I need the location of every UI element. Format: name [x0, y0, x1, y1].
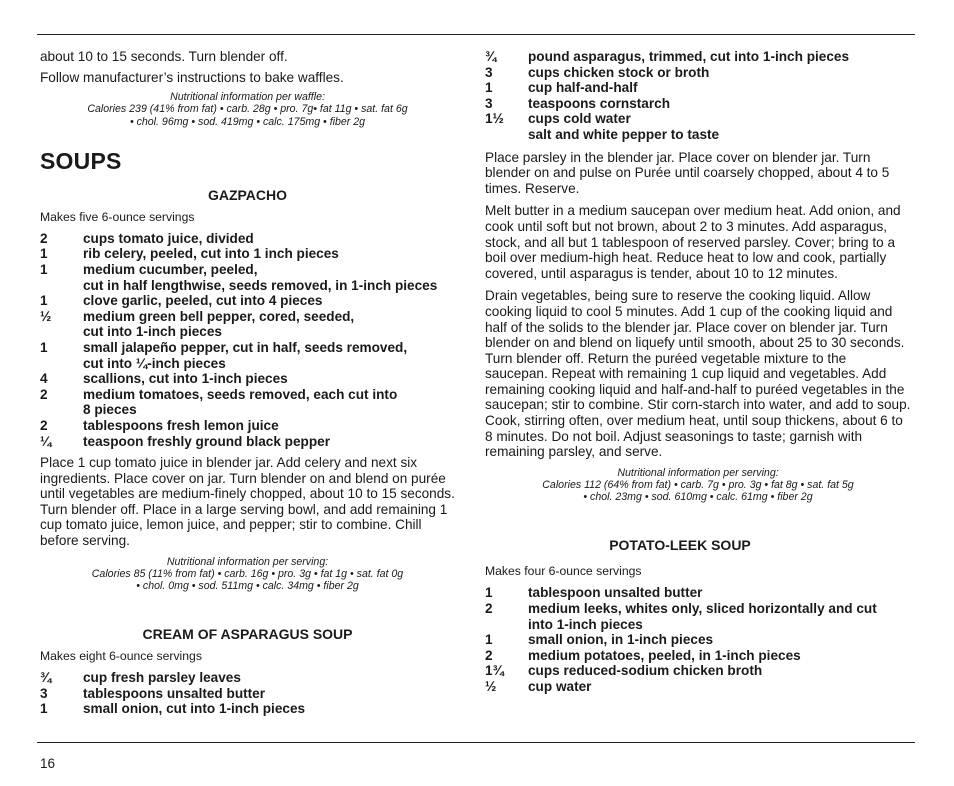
ingredient-text [83, 670, 455, 686]
recipe-directions: Place 1 cup tomato juice in blender jar. Add celery and next six ingredients. Place cover on jar. Turn blender on and blend on purée until vegetables are medium-finely chopped, about 10 to 15 seconds. Turn blender off. Place in a large serving bowl, and add remaining 1 cup tomato juice, lemon juice, and pepper; stir to combine. Chill before serving. [40, 455, 455, 549]
bottom-rule [37, 742, 915, 743]
ingredient-text [528, 679, 911, 695]
ingredient-item [485, 601, 911, 632]
ingredient-text-line: scallions, cut into 1-inch pieces [83, 371, 288, 387]
recipe-directions: Drain vegetables, being sure to reserve the cooking liquid. Allow cooking liquid to cool 5 minutes. Add 1 cup of the cooking liquid and half of the solids to the blender jar. Place cover on blender jar. Turn blender on and blend on liquefy until smooth, about 25 to 30 seconds. Turn blender off. Return the puréed vegetable mixture to the saucepan. Repeat with remaining 1 cup liquid and vegetables. Add remaining cooking liquid and half-and-half to puréed vegetables in the saucepan; stir to combine. Stir corn-starch into water, and add to soup. Cook, stirring often, over medium heat, until soup thickens, about 6 to 8 minutes. Do not boil. Adjust seasonings to taste; garnish with remaining parsley, and serve. [485, 288, 911, 460]
ingredient-text [83, 418, 455, 434]
ingredient-qty: 2 [40, 386, 48, 402]
ingredient-item [40, 262, 455, 293]
ingredient-item [40, 434, 455, 450]
ingredient-qty: 1 [40, 339, 48, 355]
ingredient-text [528, 648, 911, 664]
ingredient-text [528, 49, 911, 65]
ingredient-item [485, 679, 911, 695]
ingredient-text-line: cup half-and-half [528, 80, 638, 96]
ingredient-qty: 3 [485, 95, 493, 111]
ingredient-text [83, 231, 455, 247]
ingredient-text-line: medium cucumber, peeled, [83, 261, 258, 277]
nutrition-line: • chol. 96mg • sod. 419mg • calc. 175mg • fiber 2g [129, 115, 366, 128]
ingredient-item [40, 418, 455, 434]
ingredient-qty: 2 [40, 230, 48, 246]
page-number: 16 [40, 756, 56, 771]
ingredient-qty: 1¾ [485, 663, 504, 679]
servings-note: Makes eight 6-ounce servings [40, 649, 202, 664]
ingredient-item [40, 387, 455, 418]
gazpacho-nutrition [40, 556, 455, 593]
intro-line: Follow manufacturer’s instructions to bake waffles. [40, 69, 344, 85]
nutrition-line: • chol. 23mg • sod. 610mg • calc. 61mg • fiber 2g [583, 491, 813, 504]
ingredient-text [83, 371, 455, 387]
ingredient-text-line: cups reduced-sodium chicken broth [528, 663, 763, 679]
ingredient-list [485, 585, 911, 694]
ingredient-qty: 1 [485, 585, 493, 601]
ingredient-item [40, 701, 455, 717]
ingredient-item [485, 96, 911, 112]
ingredient-text [528, 585, 911, 601]
ingredient-list [40, 231, 455, 449]
ingredient-text [83, 387, 455, 418]
ingredient-qty: ½ [485, 679, 497, 695]
ingredient-text-line: medium tomatoes, seeds removed, each cut into [83, 386, 398, 402]
ingredient-item [40, 670, 455, 686]
ingredient-text [528, 65, 911, 81]
ingredient-list [485, 49, 911, 143]
ingredient-qty: 2 [40, 417, 48, 433]
ingredient-qty: 1 [40, 701, 48, 717]
ingredient-qty: 2 [485, 601, 493, 617]
ingredient-qty: 3 [485, 64, 493, 80]
nutrition-heading: Nutritional information per waffle: [170, 91, 325, 104]
asparagus-nutrition [485, 467, 911, 504]
ingredient-text-line: tablespoons unsalted butter [83, 685, 266, 701]
ingredient-qty: 1½ [485, 111, 504, 127]
right-column [485, 49, 911, 701]
ingredient-qty: 3 [40, 685, 48, 701]
ingredient-text-line: cups cold water [528, 111, 631, 127]
waffle-nutrition [40, 91, 455, 128]
ingredient-item [40, 246, 455, 262]
ingredient-qty [485, 127, 528, 143]
ingredient-text-line: cup fresh parsley leaves [83, 670, 241, 686]
ingredient-text-line: clove garlic, peeled, cut into 4 pieces [83, 293, 323, 309]
ingredient-item [40, 293, 455, 309]
ingredient-item [485, 80, 911, 96]
ingredient-text-line: rib celery, peeled, cut into 1 inch pieces [83, 246, 339, 262]
ingredient-text-line: cups tomato juice, divided [83, 230, 254, 246]
section-title: SOUPS [40, 147, 122, 174]
ingredient-text-continued: cut into 1-inch pieces [83, 324, 222, 340]
recipe-title-gazpacho: GAZPACHO [207, 186, 288, 203]
intro-line: about 10 to 15 seconds. Turn blender off. [40, 49, 288, 64]
nutrition-line: • chol. 0mg • sod. 511mg • calc. 34mg • fiber 2g [136, 580, 359, 593]
ingredient-text-line: salt and white pepper to taste [528, 126, 720, 142]
ingredient-qty: 1 [485, 632, 493, 648]
ingredient-item [485, 663, 911, 679]
ingredient-qty: 1 [485, 80, 493, 96]
ingredient-text [528, 127, 911, 143]
ingredient-text-line: pound asparagus, trimmed, cut into 1-inch pieces [528, 49, 850, 64]
ingredient-text-continued: cut into ¼-inch pieces [83, 355, 226, 371]
servings-note: Makes four 6-ounce servings [485, 564, 642, 579]
ingredient-text-line: teaspoons cornstarch [528, 95, 671, 111]
ingredient-qty: 1 [40, 246, 48, 262]
ingredient-text [83, 701, 455, 717]
ingredient-qty: ½ [40, 308, 52, 324]
ingredient-text-line: cups chicken stock or broth [528, 64, 710, 80]
ingredient-text [83, 246, 455, 262]
nutrition-heading: Nutritional information per serving: [617, 466, 779, 479]
ingredient-text-line: tablespoon unsalted butter [528, 585, 703, 601]
ingredient-qty: 4 [40, 371, 48, 387]
ingredient-text-line: medium potatoes, peeled, in 1-inch pieces [528, 647, 801, 663]
ingredient-text [83, 262, 455, 293]
ingredient-item [485, 648, 911, 664]
ingredient-text-continued: 8 pieces [83, 402, 137, 418]
ingredient-text [83, 309, 455, 340]
ingredient-text [528, 601, 911, 632]
nutrition-line: Calories 239 (41% from fat) • carb. 28g • pro. 7g• fat 11g • sat. fat 6g [87, 103, 408, 116]
ingredient-text [528, 111, 911, 127]
recipe-directions: Melt butter in a medium saucepan over medium heat. Add onion, and cook until soft but not brown, about 2 to 3 minutes. Add asparagus, stock, and all but 1 tablespoon of reserved parsley. Cover; bring to a boil over medium-high heat. Reduce heat to low and cook, partially covered, until asparagus is tender, about 10 to 12 minutes. [485, 203, 901, 281]
ingredient-text [528, 663, 911, 679]
ingredient-text-line: tablespoons fresh lemon juice [83, 417, 279, 433]
ingredient-text-line: medium green bell pepper, cored, seeded, [83, 308, 355, 324]
ingredient-text-continued: cut in half lengthwise, seeds removed, in 1-inch pieces [83, 277, 438, 293]
ingredient-item [485, 127, 911, 143]
ingredient-item [485, 49, 911, 65]
ingredient-list [40, 670, 455, 717]
ingredient-item [40, 686, 455, 702]
ingredient-text [528, 96, 911, 112]
ingredient-text-line: cup water [528, 679, 592, 695]
ingredient-item [40, 371, 455, 387]
ingredient-item [40, 309, 455, 340]
ingredient-item [485, 65, 911, 81]
ingredient-text [528, 632, 911, 648]
servings-note: Makes five 6-ounce servings [40, 209, 195, 224]
ingredient-text [83, 340, 455, 371]
ingredient-qty: ¾ [485, 49, 497, 64]
recipe-directions: Place parsley in the blender jar. Place cover on blender jar. Turn blender on and pulse on Purée until coarsely chopped, about 4 to 5 times. Reserve. [485, 149, 890, 196]
nutrition-line: Calories 85 (11% from fat) • carb. 16g • pro. 3g • fat 1g • sat. fat 0g [91, 567, 404, 580]
recipe-title-potato-leek: POTATO-LEEK SOUP [609, 537, 751, 554]
top-rule [37, 34, 915, 35]
ingredient-text-continued: into 1-inch pieces [528, 616, 643, 632]
nutrition-line: Calories 112 (64% from fat) • carb. 7g • pro. 3g • fat 8g • sat. fat 5g [542, 479, 854, 492]
nutrition-heading: Nutritional information per serving: [166, 555, 329, 568]
ingredient-text-line: medium leeks, whites only, sliced horizontally and cut [528, 601, 877, 617]
ingredient-qty: 1 [40, 261, 48, 277]
ingredient-item [485, 585, 911, 601]
ingredient-text [83, 686, 455, 702]
ingredient-item [485, 111, 911, 127]
left-column [40, 49, 455, 723]
ingredient-item [40, 340, 455, 371]
ingredient-text [83, 434, 455, 450]
ingredient-qty: 1 [40, 293, 48, 309]
ingredient-text [83, 293, 455, 309]
ingredient-text-line: small jalapeño pepper, cut in half, seeds removed, [83, 339, 408, 355]
ingredient-text-line: small onion, cut into 1-inch pieces [83, 701, 306, 717]
ingredient-qty: 2 [485, 647, 493, 663]
ingredient-text [528, 80, 911, 96]
ingredient-text-line: teaspoon freshly ground black pepper [83, 433, 330, 449]
ingredient-qty: ¼ [40, 433, 52, 449]
recipe-title-asparagus: CREAM OF ASPARAGUS SOUP [142, 626, 353, 643]
ingredient-item [485, 632, 911, 648]
ingredient-qty: ¾ [40, 670, 52, 686]
ingredient-item [40, 231, 455, 247]
ingredient-text-line: small onion, in 1-inch pieces [528, 632, 714, 648]
